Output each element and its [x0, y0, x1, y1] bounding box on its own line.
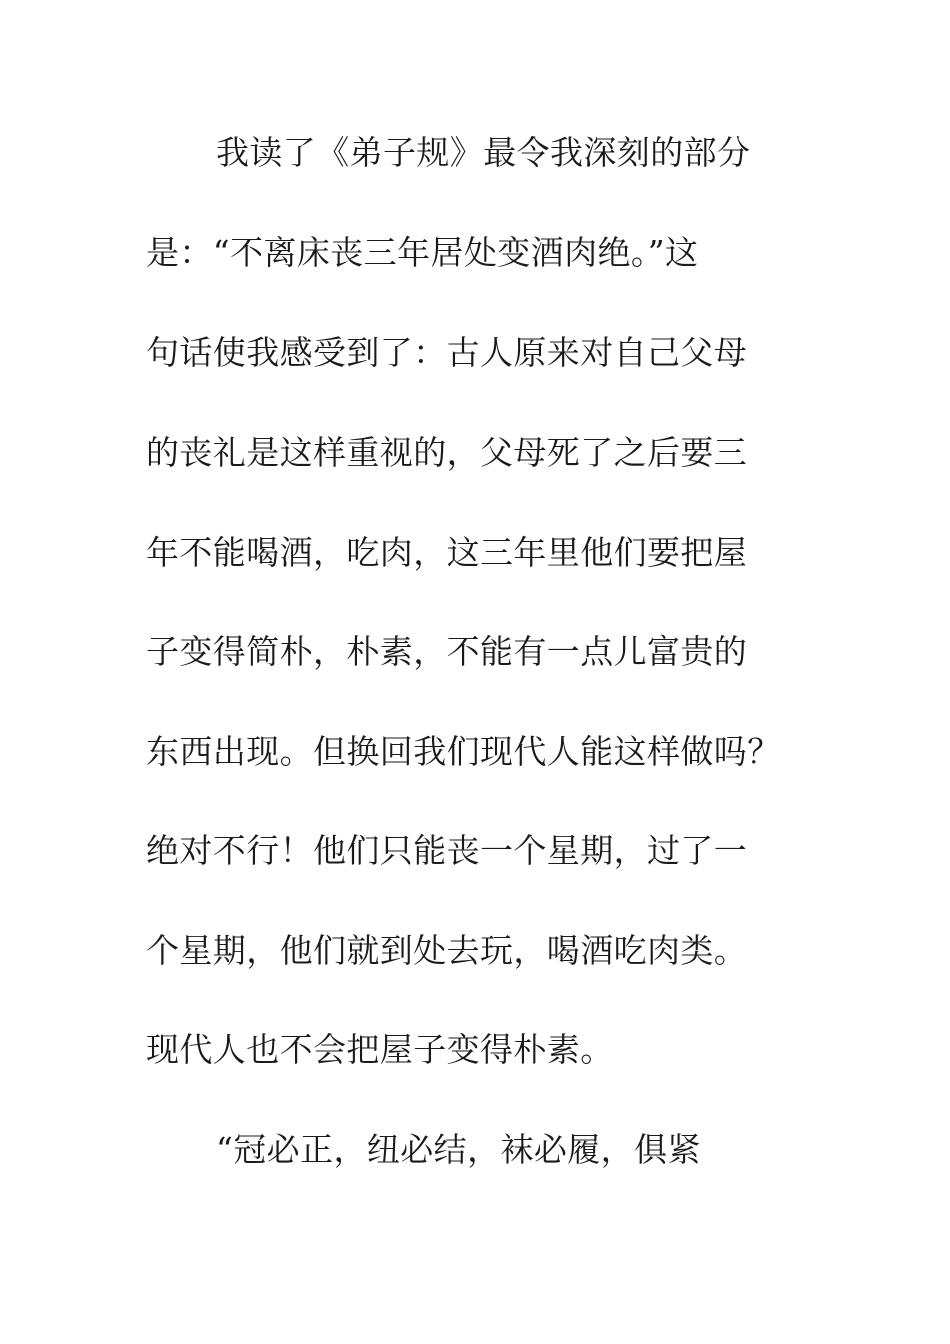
text-line: 句话使我感受到了：古人原来对自己父母: [146, 333, 748, 372]
text-line: 年不能喝酒，吃肉，这三年里他们要把屋: [146, 533, 748, 572]
text-line: 的丧礼是这样重视的，父母死了之后要三: [146, 433, 748, 472]
text-line: “冠必正，纽必结，袜必履，俱紧: [216, 1130, 701, 1169]
text-line: 个星期，他们就到处去玩，喝酒吃肉类。: [146, 931, 748, 970]
text-line: 是：“不离床丧三年居处变酒肉绝。”这: [146, 233, 699, 272]
text-line: 东西出现。但换回我们现代人能这样做吗？: [146, 732, 781, 771]
text-line: 我读了《弟子规》最令我深刻的部分: [216, 133, 751, 172]
text-line: 绝对不行！他们只能丧一个星期，过了一: [146, 831, 748, 870]
text-line: 现代人也不会把屋子变得朴素。: [146, 1030, 614, 1069]
text-line: 子变得简朴，朴素，不能有一点儿富贵的: [146, 632, 748, 671]
